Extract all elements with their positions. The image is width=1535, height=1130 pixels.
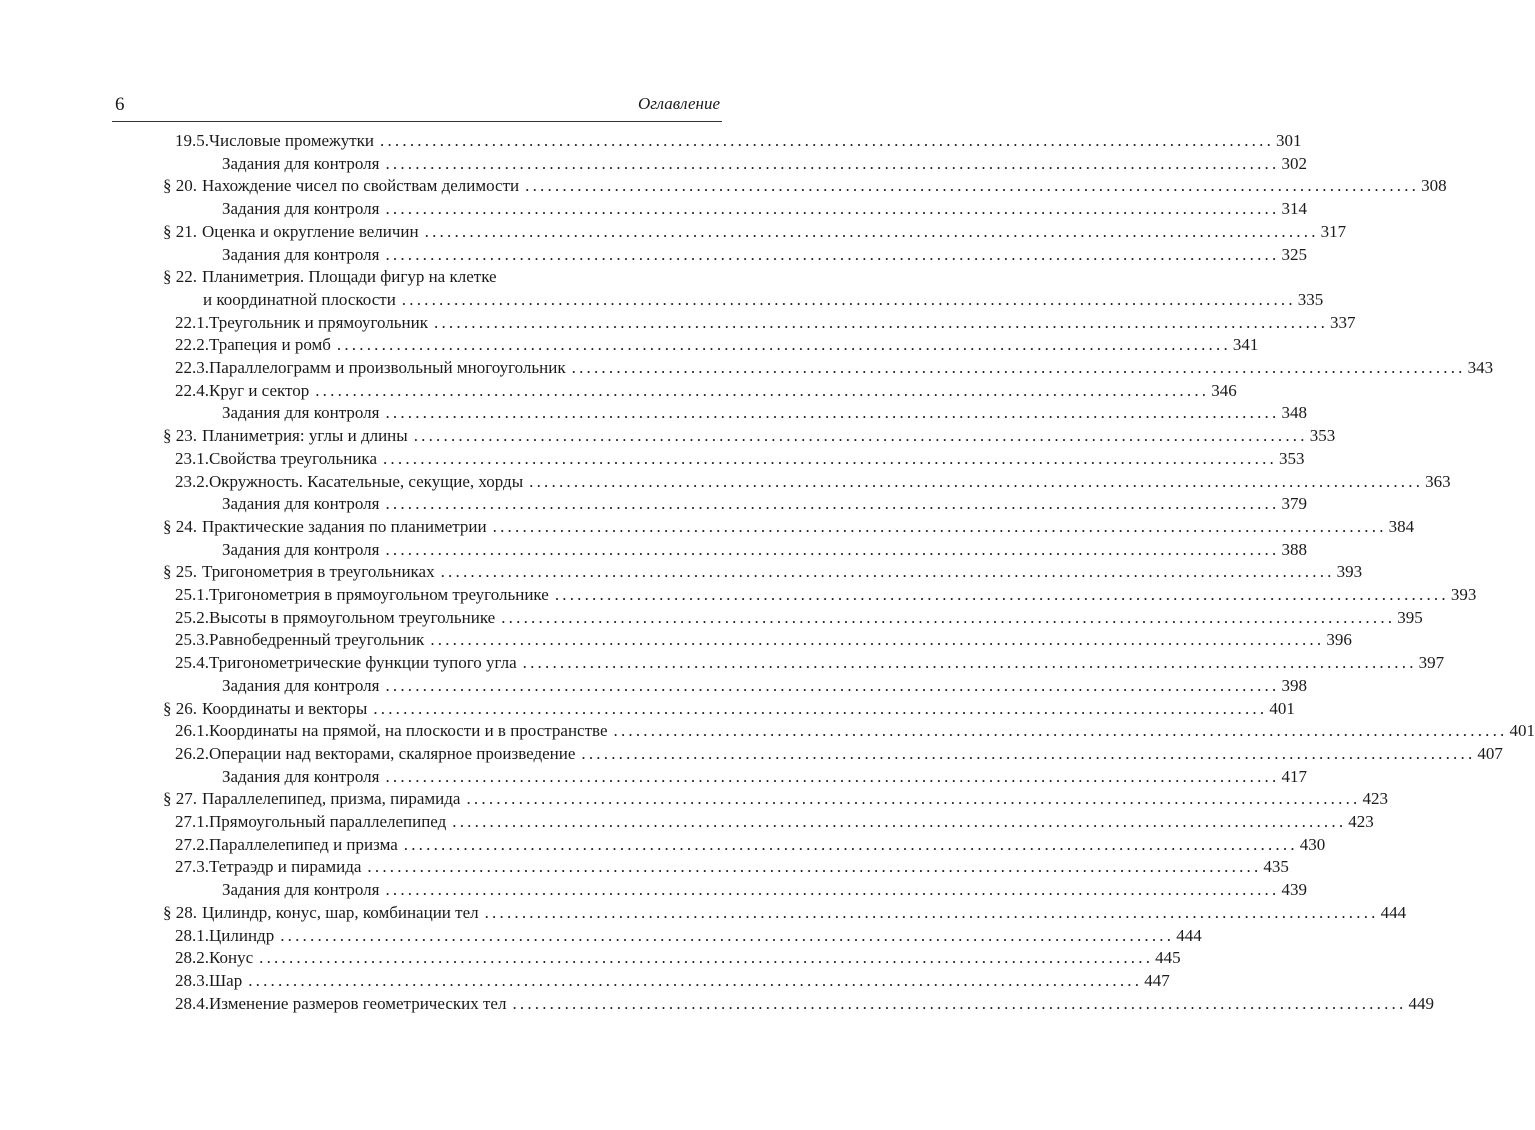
toc-entry-page: 301 bbox=[1276, 131, 1302, 150]
toc-entry-number: 22.4. bbox=[175, 380, 209, 400]
toc-entry-title: Тригонометрия в прямоугольном треугольнике bbox=[209, 585, 549, 604]
toc-entry-number: 25.3. bbox=[175, 630, 209, 650]
toc-entry[interactable] bbox=[175, 720, 1535, 742]
toc-entry-title: Оценка и округление величин bbox=[202, 221, 419, 241]
toc-entry[interactable] bbox=[163, 425, 1336, 447]
toc-entry-number: § 28. bbox=[163, 902, 197, 922]
toc-entry-page: 423 bbox=[1362, 789, 1388, 809]
toc-entry-number: § 21. bbox=[163, 221, 197, 241]
dot-leader: ........................................................................................................................ bbox=[385, 403, 1280, 423]
toc-entry[interactable] bbox=[222, 198, 1307, 220]
toc-entry-page: 401 bbox=[1269, 698, 1295, 718]
toc-entry-title: Нахождение чисел по свойствам делимости bbox=[202, 176, 520, 196]
toc-entry[interactable] bbox=[222, 402, 1307, 424]
dot-leader: ........................................................................................................................ bbox=[385, 880, 1280, 900]
toc-entry-page: 393 bbox=[1336, 562, 1363, 582]
toc-entry[interactable] bbox=[175, 925, 1202, 947]
toc-entry-page: 444 bbox=[1176, 925, 1202, 945]
toc-entry-title: Круг и сектор bbox=[209, 380, 310, 400]
toc-entry[interactable] bbox=[175, 811, 1374, 833]
dot-leader: ........................................................................................................................ bbox=[466, 789, 1361, 809]
dot-leader: ........................................................................................................................ bbox=[492, 516, 1387, 536]
dot-leader: ........................................................................................................................ bbox=[385, 494, 1280, 514]
toc-entry-page: 379 bbox=[1281, 494, 1307, 514]
toc-entry[interactable] bbox=[163, 788, 1388, 810]
dot-leader: ........................................................................................................................ bbox=[385, 153, 1280, 173]
dot-leader: ........................................................................................................................ bbox=[484, 902, 1379, 922]
dot-leader: ........................................................................................................................ bbox=[440, 562, 1335, 582]
toc-entry-number: 19.5. bbox=[175, 131, 209, 150]
dot-leader: ........................................................................................................................ bbox=[380, 131, 1275, 150]
toc-entry-page: 439 bbox=[1281, 880, 1307, 900]
dot-leader: ........................................................................................................................ bbox=[581, 743, 1476, 763]
dot-leader: ........................................................................................................................ bbox=[529, 471, 1424, 491]
dot-leader: ........................................................................................................................ bbox=[613, 721, 1508, 741]
toc-entry-number: 22.3. bbox=[175, 358, 209, 377]
dot-leader: ........................................................................................................................ bbox=[413, 426, 1308, 446]
dot-leader: ........................................................................................................................ bbox=[522, 653, 1417, 673]
toc-entry-title: Задания для контроля bbox=[222, 494, 380, 514]
toc-entry-number: 23.1. bbox=[175, 448, 209, 468]
dot-leader: ........................................................................................................................ bbox=[280, 925, 1175, 945]
toc-entry-number: 27.3. bbox=[175, 857, 209, 877]
toc-entry[interactable] bbox=[163, 561, 1363, 583]
toc-entry-number: § 27. bbox=[163, 789, 197, 809]
toc-entry[interactable] bbox=[175, 743, 1503, 765]
dot-leader: ........................................................................................................................ bbox=[401, 289, 1296, 309]
toc-entry-number: 25.2. bbox=[175, 607, 209, 627]
toc-entry-number: 27.2. bbox=[175, 834, 209, 854]
dot-leader: ........................................................................................................................ bbox=[452, 812, 1347, 831]
dot-leader: ........................................................................................................................ bbox=[525, 176, 1420, 196]
toc-entry-number: § 26. bbox=[163, 698, 197, 718]
toc-entry-number: 28.4. bbox=[175, 993, 209, 1013]
toc-entry[interactable] bbox=[163, 175, 1447, 197]
toc-entry[interactable] bbox=[175, 993, 1434, 1015]
toc-entry[interactable] bbox=[163, 221, 1347, 243]
toc-entry-page: 346 bbox=[1211, 380, 1237, 400]
toc-entry-page: 445 bbox=[1155, 948, 1181, 968]
toc-entry-page: 401 bbox=[1509, 721, 1535, 741]
toc-entry-title: Изменение размеров геометрических тел bbox=[209, 993, 507, 1013]
toc-entry-title: Свойства треугольника bbox=[209, 448, 377, 468]
toc-entry-title: Конус bbox=[209, 948, 254, 968]
dot-leader: ........................................................................................................................ bbox=[373, 698, 1268, 718]
page-number: 6 bbox=[115, 94, 125, 115]
toc-entry-page: 388 bbox=[1281, 539, 1307, 559]
dot-leader: ........................................................................................................................ bbox=[382, 448, 1277, 468]
toc-entry-number: 23.2. bbox=[175, 471, 209, 491]
toc-entry[interactable] bbox=[222, 493, 1307, 515]
toc-entry-title: Шар bbox=[209, 970, 243, 990]
toc-entry-page: 317 bbox=[1320, 221, 1347, 241]
toc-entry[interactable] bbox=[222, 244, 1307, 266]
toc-entry-page: 343 bbox=[1467, 358, 1494, 377]
toc-entry-title: Прямоугольный параллелепипед bbox=[209, 812, 447, 831]
toc-entry[interactable] bbox=[222, 879, 1307, 901]
dot-leader: ........................................................................................................................ bbox=[385, 766, 1280, 786]
toc-entry-title: Трапеция и ромб bbox=[209, 335, 331, 355]
dot-leader: ........................................................................................................................ bbox=[385, 539, 1280, 559]
toc-entry-page: 396 bbox=[1326, 630, 1352, 650]
toc-entry[interactable] bbox=[175, 947, 1181, 969]
toc-entry-title: Задания для контроля bbox=[222, 880, 380, 900]
toc-entry-page: 430 bbox=[1299, 834, 1326, 854]
toc-entry-number: § 20. bbox=[163, 176, 197, 196]
toc-entry-number: 22.1. bbox=[175, 312, 209, 332]
toc-entry-number: 25.1. bbox=[175, 585, 209, 604]
toc-entry-page: 444 bbox=[1380, 902, 1407, 922]
toc-entry-title: Планиметрия. Площади фигур на клетке bbox=[202, 267, 497, 287]
dot-leader: ........................................................................................................................ bbox=[385, 675, 1280, 695]
toc-entry[interactable] bbox=[175, 652, 1445, 674]
toc-entry-page: 341 bbox=[1232, 335, 1259, 355]
toc-entry-title: Координаты на прямой, на плоскости и в пространстве bbox=[209, 721, 608, 741]
toc-entry-page: 337 bbox=[1330, 312, 1356, 332]
toc-entry-title: Операции над векторами, скалярное произведение bbox=[209, 743, 576, 763]
toc-entry[interactable] bbox=[222, 766, 1307, 788]
toc-entry-page: 393 bbox=[1450, 585, 1477, 604]
toc-entry-title: Задания для контроля bbox=[222, 766, 380, 786]
toc-entry-title: Параллелепипед и призма bbox=[209, 834, 398, 854]
toc-entry-title: Тригонометрические функции тупого угла bbox=[209, 653, 517, 673]
dot-leader: ........................................................................................................................ bbox=[385, 199, 1280, 219]
toc-entry-title: Цилиндр bbox=[209, 925, 275, 945]
toc-entry-page: 397 bbox=[1418, 653, 1445, 673]
dot-leader: ........................................................................................................................ bbox=[424, 221, 1319, 241]
toc-entry[interactable] bbox=[163, 902, 1407, 924]
toc-entry-page: 314 bbox=[1281, 199, 1307, 219]
dot-leader: ........................................................................................................................ bbox=[248, 970, 1143, 990]
toc-entry-title: Задания для контроля bbox=[222, 153, 380, 173]
toc-entry[interactable] bbox=[175, 448, 1305, 470]
toc-entry-title: Цилиндр, конус, шар, комбинации тел bbox=[202, 902, 479, 922]
toc-entry-number: § 24. bbox=[163, 516, 197, 536]
toc-entry-page: 353 bbox=[1278, 448, 1305, 468]
toc-entry[interactable] bbox=[175, 471, 1451, 493]
toc-entry[interactable] bbox=[222, 153, 1307, 175]
toc-entry[interactable] bbox=[175, 334, 1259, 356]
dot-leader: ........................................................................................................................ bbox=[336, 335, 1231, 355]
toc-entry[interactable] bbox=[175, 380, 1237, 402]
toc-entry-page: 308 bbox=[1421, 176, 1447, 196]
toc-entry-number: 28.1. bbox=[175, 925, 209, 945]
toc-entry-title: Задания для контроля bbox=[222, 675, 380, 695]
toc-entry-title: Параллелепипед, призма, пирамида bbox=[202, 789, 461, 809]
toc-entry[interactable] bbox=[222, 675, 1307, 697]
toc-entry-page: 348 bbox=[1281, 403, 1307, 423]
toc-entry-number: 25.4. bbox=[175, 653, 209, 673]
toc-entry[interactable] bbox=[163, 698, 1295, 720]
toc-entry-title: Задания для контроля bbox=[222, 199, 380, 219]
toc-entry-title: и координатной плоскости bbox=[203, 289, 396, 309]
toc-entry-title: Координаты и векторы bbox=[202, 698, 368, 718]
toc-entry-title: Задания для контроля bbox=[222, 403, 380, 423]
toc-entry-page: 447 bbox=[1144, 970, 1170, 990]
toc-entry-title: Треугольник и прямоугольник bbox=[209, 312, 429, 332]
toc-entry-number: 28.3. bbox=[175, 970, 209, 990]
toc-entry-number: § 22. bbox=[163, 267, 197, 287]
dot-leader: ........................................................................................................................ bbox=[315, 380, 1210, 400]
toc-entry[interactable] bbox=[175, 130, 1302, 152]
toc-entry-page: 435 bbox=[1263, 857, 1289, 877]
dot-leader: ........................................................................................................................ bbox=[259, 948, 1154, 968]
header-rule bbox=[112, 121, 722, 122]
toc-entry-page: 395 bbox=[1397, 607, 1423, 627]
toc-entry-page: 398 bbox=[1281, 675, 1307, 695]
toc-entry-page: 407 bbox=[1477, 743, 1503, 763]
toc-entry-title: Задания для контроля bbox=[222, 244, 380, 264]
toc-entry-title: Числовые промежутки bbox=[209, 131, 375, 150]
toc-entry[interactable] bbox=[175, 970, 1170, 992]
toc-entry[interactable] bbox=[175, 607, 1423, 629]
dot-leader: ........................................................................................................................ bbox=[512, 993, 1407, 1013]
toc-entry-title: Высоты в прямоугольном треугольнике bbox=[209, 607, 496, 627]
toc-entry-title: Равнобедренный треугольник bbox=[209, 630, 425, 650]
toc-entry[interactable] bbox=[163, 516, 1415, 538]
toc-entry-page: 325 bbox=[1281, 244, 1307, 264]
toc-entry-page: 353 bbox=[1309, 426, 1336, 446]
dot-leader: ........................................................................................................................ bbox=[571, 358, 1466, 377]
toc-entry-page: 384 bbox=[1388, 516, 1415, 536]
dot-leader: ........................................................................................................................ bbox=[403, 834, 1298, 854]
dot-leader: ........................................................................................................................ bbox=[434, 312, 1329, 332]
toc-entry-page: 423 bbox=[1348, 812, 1374, 831]
toc-entry-page: 363 bbox=[1425, 471, 1451, 491]
toc-entry-number: § 23. bbox=[163, 426, 197, 446]
toc-entry[interactable] bbox=[175, 629, 1352, 651]
toc-entry-title: Окружность. Касательные, секущие, хорды bbox=[209, 471, 524, 491]
toc-entry[interactable] bbox=[163, 266, 720, 288]
toc-entry[interactable] bbox=[203, 289, 1324, 311]
toc-entry[interactable] bbox=[175, 856, 1289, 878]
toc-entry-number: 26.1. bbox=[175, 721, 209, 741]
toc-entry[interactable] bbox=[175, 357, 1494, 379]
toc-entry-title: Практические задания по планиметрии bbox=[202, 516, 487, 536]
toc-entry-page: 302 bbox=[1281, 153, 1307, 173]
dot-leader: ........................................................................................................................ bbox=[554, 585, 1449, 604]
toc-entry-number: 22.2. bbox=[175, 335, 209, 355]
toc-entry-number: 26.2. bbox=[175, 743, 209, 763]
toc-entry[interactable] bbox=[175, 834, 1326, 856]
toc-entry-page: 335 bbox=[1297, 289, 1324, 309]
toc-entry-title: Задания для контроля bbox=[222, 539, 380, 559]
toc-entry-number: 28.2. bbox=[175, 948, 209, 968]
toc-entry[interactable] bbox=[222, 539, 1307, 561]
toc-entry-title: Планиметрия: углы и длины bbox=[202, 426, 408, 446]
dot-leader: ........................................................................................................................ bbox=[367, 857, 1262, 877]
dot-leader: ........................................................................................................................ bbox=[501, 607, 1396, 627]
toc-entry-title: Тригонометрия в треугольниках bbox=[202, 562, 435, 582]
toc-entry-number: 27.1. bbox=[175, 812, 209, 831]
toc-entry[interactable] bbox=[175, 584, 1477, 606]
toc-entry-title: Параллелограмм и произвольный многоугольник bbox=[209, 358, 566, 377]
toc-entry[interactable] bbox=[175, 312, 1356, 334]
running-header-title: Оглавление bbox=[637, 94, 720, 113]
toc-entry-number: § 25. bbox=[163, 562, 197, 582]
dot-leader: ........................................................................................................................ bbox=[430, 630, 1325, 650]
dot-leader: ........................................................................................................................ bbox=[385, 244, 1280, 264]
toc-entry-page: 449 bbox=[1408, 993, 1434, 1013]
toc-entry-title: Тетраэдр и пирамида bbox=[209, 857, 362, 877]
toc-entry-page: 417 bbox=[1281, 766, 1307, 786]
